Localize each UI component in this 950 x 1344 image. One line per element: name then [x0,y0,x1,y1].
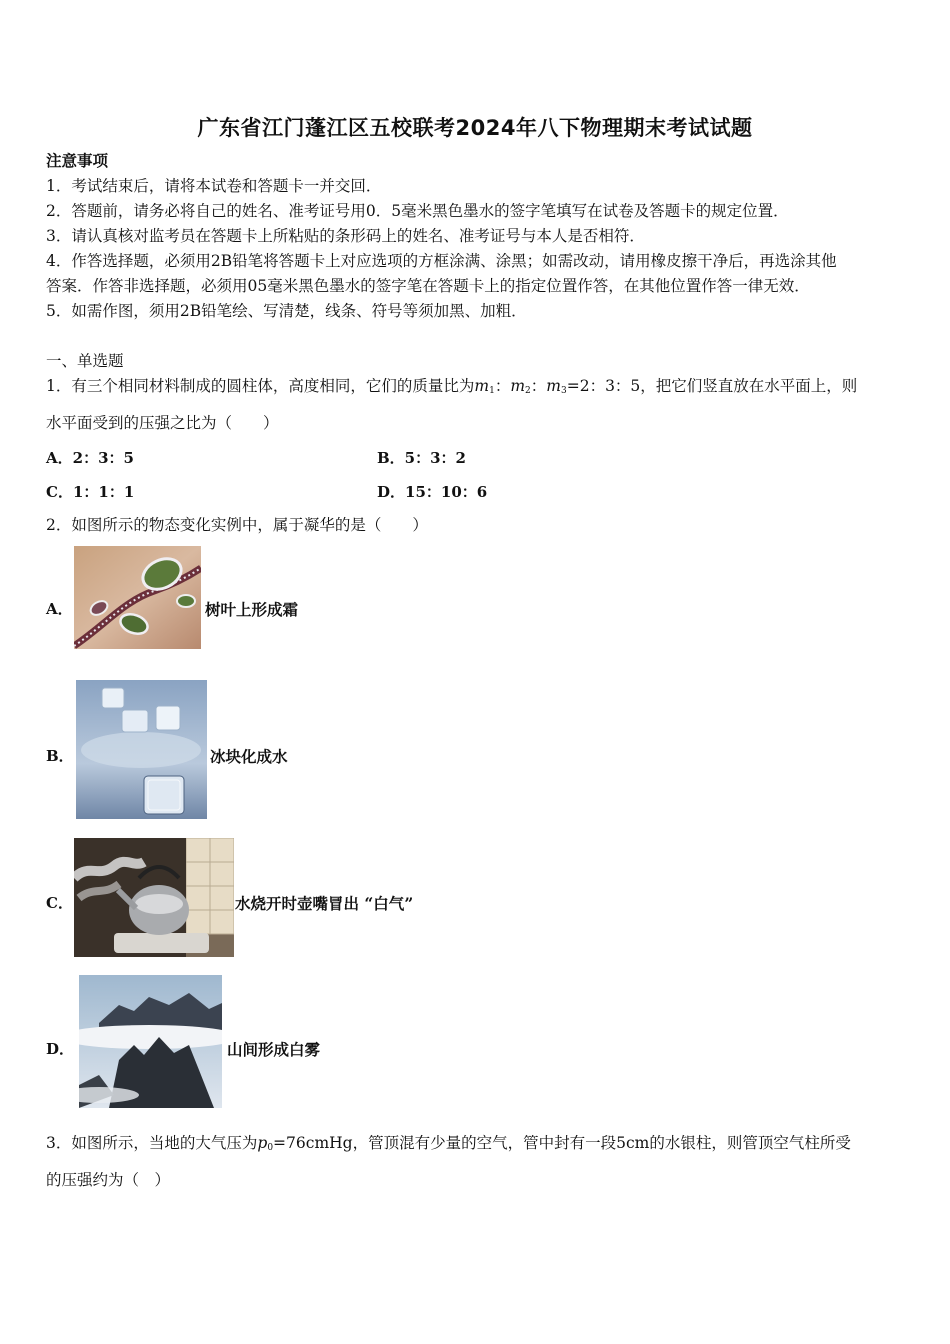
question-3-stem-cont: 的压强约为（ ） [46,1171,171,1189]
option-a[interactable]: A．2：3：5 [46,449,134,467]
notice-heading: 注意事项 [46,151,109,170]
notice-item: 答案．作答非选择题，必须用05毫米黑色墨水的签字笔在答题卡上的指定位置作答，在其他位置作答一律无效． [46,277,810,295]
colon: ： [494,377,511,395]
question-3-stem [46,1133,851,1158]
notice-item: 4．作答选择题，必须用2B铅笔将答题卡上对应选项的方框涂满、涂黑；如需改动，请用橡皮擦干净后，再选涂其他 [46,252,837,270]
mass-symbol: m [546,377,561,395]
pressure-symbol: p [257,1134,268,1152]
colon: ： [530,377,547,395]
question-1-stem [46,376,857,401]
page-title: 广东省江门蓬江区五校联考2024年八下物理期末考试试题 [197,116,753,140]
notice-item: 2．答题前，请务必将自己的姓名、准考证号用0．5毫米黑色墨水的签字笔填写在试卷及答题卡的规定位置． [46,202,789,220]
option-d[interactable]: D．15：10：6 [377,483,488,501]
option-a-label[interactable]: A． [46,600,73,618]
subscript: 3 [560,386,567,396]
q3-text-cont: =76cmHg，管顶混有少量的空气，管中封有一段5cm的水银柱，则管顶空气柱所受 [273,1134,851,1152]
notice-item: 1．考试结束后，请将本试卷和答题卡一并交回． [46,177,382,195]
kettle-steam-image [74,838,234,957]
section-heading: 一、单选题 [46,352,124,370]
mountain-fog-image [79,975,222,1108]
subscript: 1 [489,386,495,396]
ice-cubes-image [76,680,207,819]
q1-text: 1．有三个相同材料制成的圆柱体，高度相同，它们的质量比为 [46,377,475,395]
option-d-caption: 山间形成白雾 [227,1040,321,1059]
notice-item: 5．如需作图，须用2B铅笔绘、写清楚，线条、符号等须加黑、加粗． [46,302,527,320]
q3-text: 3．如图所示，当地的大气压为 [46,1134,258,1152]
question-1-stem-cont: 水平面受到的压强之比为（ ） [46,414,279,432]
question-2-stem: 2．如图所示的物态变化实例中，属于凝华的是（ ） [46,516,428,534]
mass-symbol: m [474,377,490,395]
option-a-caption: 树叶上形成霜 [205,600,299,619]
subscript: 0 [267,1143,274,1153]
option-b-caption: 冰块化成水 [210,747,288,766]
notice-item: 3．请认真核对监考员在答题卡上所粘贴的条形码上的姓名、准考证号与本人是否相符． [46,227,645,245]
subscript: 2 [525,386,531,396]
option-c-caption: 水烧开时壶嘴冒出 “白气” [235,894,414,913]
frost-leaf-image [74,546,201,649]
option-b[interactable]: B．5：3：2 [377,449,466,467]
option-c[interactable]: C．1：1：1 [46,483,135,501]
mass-symbol: m [510,377,526,395]
option-d-label[interactable]: D． [46,1040,75,1058]
q1-ratio: =2：3：5，把它们竖直放在水平面上，则 [566,377,858,395]
option-c-label[interactable]: C． [46,894,73,912]
option-b-label[interactable]: B． [46,747,74,765]
